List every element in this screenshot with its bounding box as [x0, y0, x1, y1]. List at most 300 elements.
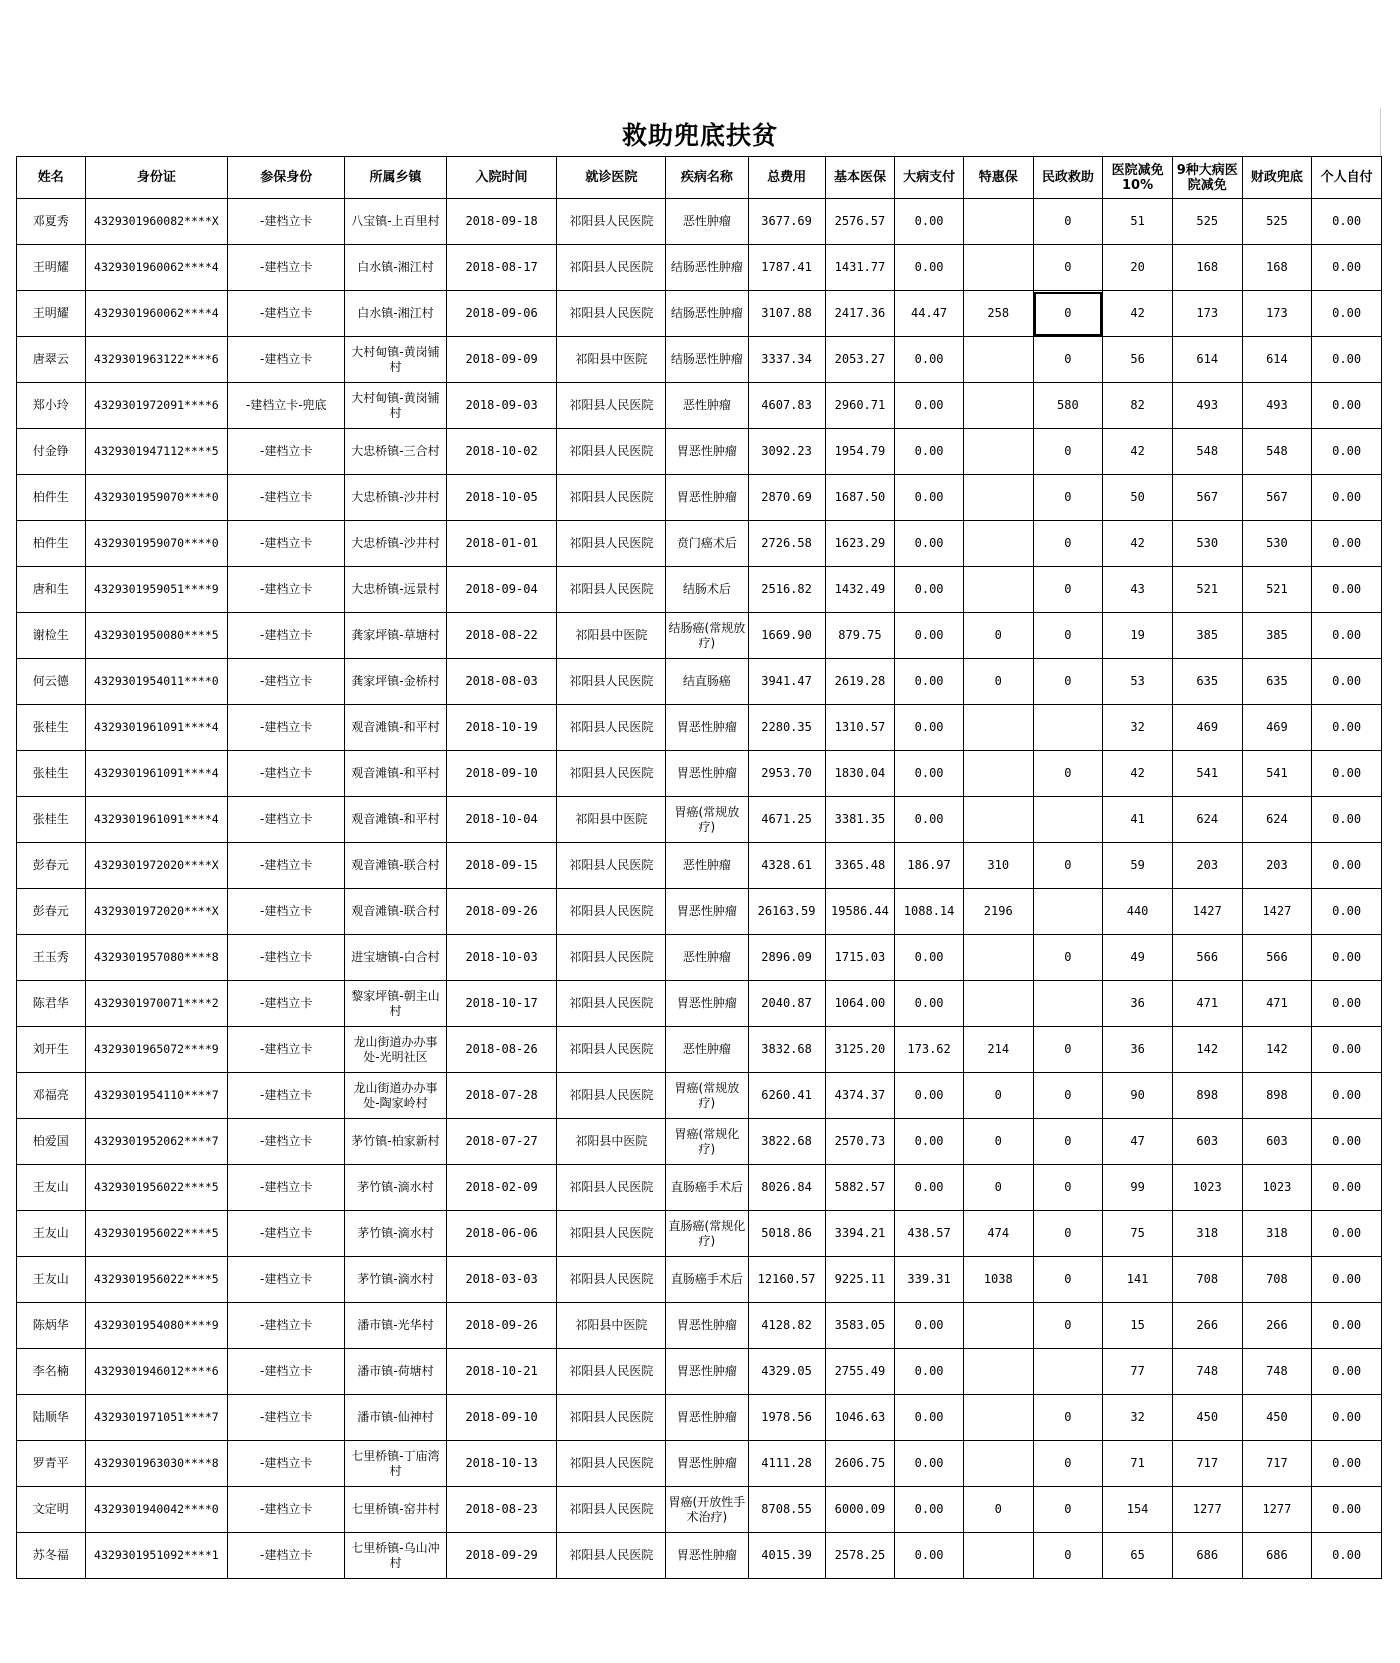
cell-self-paid[interactable]: 0.00 — [1312, 1027, 1382, 1073]
cell-admission-date[interactable]: 2018-01-01 — [446, 521, 557, 567]
cell-basic-medical-insurance[interactable]: 2417.36 — [825, 291, 895, 337]
cell-self-paid[interactable]: 0.00 — [1312, 383, 1382, 429]
cell-id-card[interactable]: 4329301961091****4 — [85, 797, 228, 843]
cell-insurance-status[interactable]: -建档立卡 — [228, 291, 345, 337]
cell-disease[interactable]: 结肠恶性肿瘤 — [666, 291, 748, 337]
cell-basic-medical-insurance[interactable]: 1830.04 — [825, 751, 895, 797]
cell-hospital-reduction-10pct[interactable]: 49 — [1103, 935, 1173, 981]
cell-hospital-reduction-10pct[interactable]: 75 — [1103, 1211, 1173, 1257]
cell-hospital-reduction-10pct[interactable]: 32 — [1103, 1395, 1173, 1441]
cell-insurance-status[interactable]: -建档立卡 — [228, 889, 345, 935]
cell-basic-medical-insurance[interactable]: 2606.75 — [825, 1441, 895, 1487]
cell-civil-affairs-aid[interactable]: 0 — [1033, 751, 1103, 797]
cell-admission-date[interactable]: 2018-06-06 — [446, 1211, 557, 1257]
cell-civil-affairs-aid[interactable]: 0 — [1033, 935, 1103, 981]
cell-admission-date[interactable]: 2018-10-21 — [446, 1349, 557, 1395]
cell-civil-affairs-aid[interactable] — [1033, 705, 1103, 751]
cell-basic-medical-insurance[interactable]: 1431.77 — [825, 245, 895, 291]
cell-id-card[interactable]: 4329301960062****4 — [85, 245, 228, 291]
cell-hospital[interactable]: 祁阳县中医院 — [557, 613, 666, 659]
cell-fiscal-guarantee[interactable]: 493 — [1242, 383, 1312, 429]
cell-insurance-status[interactable]: -建档立卡-兜底 — [228, 383, 345, 429]
cell-township[interactable]: 龙山街道办办事处-光明社区 — [345, 1027, 446, 1073]
cell-name[interactable]: 唐翠云 — [17, 337, 86, 383]
cell-disease[interactable]: 恶性肿瘤 — [666, 843, 748, 889]
cell-nine-disease-hospital-reduction[interactable]: 566 — [1172, 935, 1242, 981]
cell-hospital[interactable]: 祁阳县人民医院 — [557, 1395, 666, 1441]
cell-basic-medical-insurance[interactable]: 19586.44 — [825, 889, 895, 935]
cell-nine-disease-hospital-reduction[interactable]: 493 — [1172, 383, 1242, 429]
cell-hospital-reduction-10pct[interactable]: 71 — [1103, 1441, 1173, 1487]
cell-admission-date[interactable]: 2018-10-03 — [446, 935, 557, 981]
cell-critical-illness-payment[interactable]: 0.00 — [895, 475, 964, 521]
cell-total-cost[interactable]: 2896.09 — [748, 935, 825, 981]
cell-insurance-status[interactable]: -建档立卡 — [228, 1165, 345, 1211]
cell-civil-affairs-aid[interactable]: 0 — [1033, 1441, 1103, 1487]
cell-nine-disease-hospital-reduction[interactable]: 521 — [1172, 567, 1242, 613]
cell-township[interactable]: 白水镇-湘江村 — [345, 291, 446, 337]
cell-name[interactable]: 李名楠 — [17, 1349, 86, 1395]
cell-total-cost[interactable]: 4111.28 — [748, 1441, 825, 1487]
cell-hospital-reduction-10pct[interactable]: 15 — [1103, 1303, 1173, 1349]
cell-disease[interactable]: 结肠癌(常规放疗) — [666, 613, 748, 659]
cell-hospital-reduction-10pct[interactable]: 51 — [1103, 199, 1173, 245]
cell-critical-illness-payment[interactable]: 0.00 — [895, 1487, 964, 1533]
cell-name[interactable]: 罗青平 — [17, 1441, 86, 1487]
cell-civil-affairs-aid[interactable]: 0 — [1033, 1027, 1103, 1073]
cell-critical-illness-payment[interactable]: 0.00 — [895, 383, 964, 429]
cell-special-benefit-insurance[interactable]: 214 — [963, 1027, 1033, 1073]
cell-name[interactable]: 何云德 — [17, 659, 86, 705]
cell-fiscal-guarantee[interactable]: 142 — [1242, 1027, 1312, 1073]
cell-fiscal-guarantee[interactable]: 1023 — [1242, 1165, 1312, 1211]
cell-self-paid[interactable]: 0.00 — [1312, 797, 1382, 843]
cell-hospital[interactable]: 祁阳县人民医院 — [557, 475, 666, 521]
cell-hospital-reduction-10pct[interactable]: 440 — [1103, 889, 1173, 935]
cell-name[interactable]: 张桂生 — [17, 751, 86, 797]
cell-nine-disease-hospital-reduction[interactable]: 548 — [1172, 429, 1242, 475]
cell-insurance-status[interactable]: -建档立卡 — [228, 1533, 345, 1579]
cell-nine-disease-hospital-reduction[interactable]: 1427 — [1172, 889, 1242, 935]
cell-special-benefit-insurance[interactable]: 258 — [963, 291, 1033, 337]
cell-fiscal-guarantee[interactable]: 717 — [1242, 1441, 1312, 1487]
cell-id-card[interactable]: 4329301951092****1 — [85, 1533, 228, 1579]
cell-self-paid[interactable]: 0.00 — [1312, 337, 1382, 383]
cell-id-card[interactable]: 4329301960062****4 — [85, 291, 228, 337]
cell-township[interactable]: 茅竹镇-柏家新村 — [345, 1119, 446, 1165]
cell-name[interactable]: 郑小玲 — [17, 383, 86, 429]
cell-nine-disease-hospital-reduction[interactable]: 471 — [1172, 981, 1242, 1027]
cell-insurance-status[interactable]: -建档立卡 — [228, 1303, 345, 1349]
cell-insurance-status[interactable]: -建档立卡 — [228, 659, 345, 705]
cell-admission-date[interactable]: 2018-09-10 — [446, 1395, 557, 1441]
cell-basic-medical-insurance[interactable]: 3583.05 — [825, 1303, 895, 1349]
cell-fiscal-guarantee[interactable]: 748 — [1242, 1349, 1312, 1395]
cell-disease[interactable]: 胃恶性肿瘤 — [666, 475, 748, 521]
cell-nine-disease-hospital-reduction[interactable]: 525 — [1172, 199, 1242, 245]
cell-self-paid[interactable]: 0.00 — [1312, 1395, 1382, 1441]
cell-self-paid[interactable]: 0.00 — [1312, 1119, 1382, 1165]
cell-disease[interactable]: 胃癌(常规化疗) — [666, 1119, 748, 1165]
cell-township[interactable]: 八宝镇-上百里村 — [345, 199, 446, 245]
cell-disease[interactable]: 胃恶性肿瘤 — [666, 889, 748, 935]
cell-total-cost[interactable]: 2040.87 — [748, 981, 825, 1027]
cell-basic-medical-insurance[interactable]: 6000.09 — [825, 1487, 895, 1533]
cell-disease[interactable]: 结直肠癌 — [666, 659, 748, 705]
cell-township[interactable]: 观音滩镇-和平村 — [345, 797, 446, 843]
cell-name[interactable]: 王玉秀 — [17, 935, 86, 981]
cell-name[interactable]: 张桂生 — [17, 705, 86, 751]
cell-disease[interactable]: 胃恶性肿瘤 — [666, 1395, 748, 1441]
cell-admission-date[interactable]: 2018-09-26 — [446, 889, 557, 935]
cell-special-benefit-insurance[interactable]: 0 — [963, 1165, 1033, 1211]
cell-id-card[interactable]: 4329301950080****5 — [85, 613, 228, 659]
cell-disease[interactable]: 胃癌(常规放疗) — [666, 1073, 748, 1119]
cell-hospital-reduction-10pct[interactable]: 36 — [1103, 981, 1173, 1027]
cell-hospital[interactable]: 祁阳县人民医院 — [557, 889, 666, 935]
cell-id-card[interactable]: 4329301972020****X — [85, 889, 228, 935]
cell-basic-medical-insurance[interactable]: 3365.48 — [825, 843, 895, 889]
cell-id-card[interactable]: 4329301961091****4 — [85, 751, 228, 797]
cell-special-benefit-insurance[interactable] — [963, 429, 1033, 475]
cell-total-cost[interactable]: 1978.56 — [748, 1395, 825, 1441]
cell-insurance-status[interactable]: -建档立卡 — [228, 981, 345, 1027]
cell-admission-date[interactable]: 2018-09-06 — [446, 291, 557, 337]
cell-admission-date[interactable]: 2018-10-17 — [446, 981, 557, 1027]
cell-name[interactable]: 付金铮 — [17, 429, 86, 475]
cell-civil-affairs-aid[interactable]: 0 — [1033, 1165, 1103, 1211]
cell-basic-medical-insurance[interactable]: 2576.57 — [825, 199, 895, 245]
cell-township[interactable]: 观音滩镇-和平村 — [345, 705, 446, 751]
cell-basic-medical-insurance[interactable]: 2053.27 — [825, 337, 895, 383]
cell-self-paid[interactable]: 0.00 — [1312, 291, 1382, 337]
cell-self-paid[interactable]: 0.00 — [1312, 705, 1382, 751]
cell-basic-medical-insurance[interactable]: 1954.79 — [825, 429, 895, 475]
cell-total-cost[interactable]: 2516.82 — [748, 567, 825, 613]
cell-hospital-reduction-10pct[interactable]: 141 — [1103, 1257, 1173, 1303]
cell-township[interactable]: 七里桥镇-乌山冲村 — [345, 1533, 446, 1579]
cell-self-paid[interactable]: 0.00 — [1312, 521, 1382, 567]
cell-self-paid[interactable]: 0.00 — [1312, 1073, 1382, 1119]
cell-basic-medical-insurance[interactable]: 1046.63 — [825, 1395, 895, 1441]
cell-total-cost[interactable]: 3337.34 — [748, 337, 825, 383]
cell-township[interactable]: 茅竹镇-滴水村 — [345, 1165, 446, 1211]
cell-self-paid[interactable]: 0.00 — [1312, 1441, 1382, 1487]
cell-insurance-status[interactable]: -建档立卡 — [228, 337, 345, 383]
cell-hospital-reduction-10pct[interactable]: 20 — [1103, 245, 1173, 291]
cell-special-benefit-insurance[interactable]: 474 — [963, 1211, 1033, 1257]
cell-critical-illness-payment[interactable]: 0.00 — [895, 797, 964, 843]
cell-hospital[interactable]: 祁阳县人民医院 — [557, 751, 666, 797]
cell-township[interactable]: 茅竹镇-滴水村 — [345, 1257, 446, 1303]
cell-admission-date[interactable]: 2018-10-19 — [446, 705, 557, 751]
cell-critical-illness-payment[interactable]: 0.00 — [895, 1533, 964, 1579]
cell-special-benefit-insurance[interactable] — [963, 705, 1033, 751]
cell-total-cost[interactable]: 4128.82 — [748, 1303, 825, 1349]
cell-special-benefit-insurance[interactable]: 0 — [963, 1487, 1033, 1533]
cell-id-card[interactable]: 4329301959070****0 — [85, 521, 228, 567]
cell-insurance-status[interactable]: -建档立卡 — [228, 1257, 345, 1303]
cell-disease[interactable]: 胃恶性肿瘤 — [666, 429, 748, 475]
cell-total-cost[interactable]: 3107.88 — [748, 291, 825, 337]
cell-insurance-status[interactable]: -建档立卡 — [228, 751, 345, 797]
cell-critical-illness-payment[interactable]: 0.00 — [895, 1165, 964, 1211]
cell-hospital[interactable]: 祁阳县人民医院 — [557, 1349, 666, 1395]
cell-township[interactable]: 白水镇-湘江村 — [345, 245, 446, 291]
cell-nine-disease-hospital-reduction[interactable]: 603 — [1172, 1119, 1242, 1165]
cell-self-paid[interactable]: 0.00 — [1312, 199, 1382, 245]
cell-hospital[interactable]: 祁阳县人民医院 — [557, 199, 666, 245]
cell-self-paid[interactable]: 0.00 — [1312, 1303, 1382, 1349]
cell-admission-date[interactable]: 2018-08-22 — [446, 613, 557, 659]
cell-fiscal-guarantee[interactable]: 898 — [1242, 1073, 1312, 1119]
cell-fiscal-guarantee[interactable]: 450 — [1242, 1395, 1312, 1441]
cell-nine-disease-hospital-reduction[interactable]: 266 — [1172, 1303, 1242, 1349]
cell-special-benefit-insurance[interactable]: 1038 — [963, 1257, 1033, 1303]
cell-nine-disease-hospital-reduction[interactable]: 173 — [1172, 291, 1242, 337]
cell-critical-illness-payment[interactable]: 0.00 — [895, 521, 964, 567]
cell-self-paid[interactable]: 0.00 — [1312, 429, 1382, 475]
cell-total-cost[interactable]: 4329.05 — [748, 1349, 825, 1395]
cell-special-benefit-insurance[interactable] — [963, 797, 1033, 843]
cell-hospital-reduction-10pct[interactable]: 36 — [1103, 1027, 1173, 1073]
cell-total-cost[interactable]: 3941.47 — [748, 659, 825, 705]
cell-id-card[interactable]: 4329301947112****5 — [85, 429, 228, 475]
cell-fiscal-guarantee[interactable]: 471 — [1242, 981, 1312, 1027]
cell-basic-medical-insurance[interactable]: 3394.21 — [825, 1211, 895, 1257]
cell-hospital-reduction-10pct[interactable]: 82 — [1103, 383, 1173, 429]
cell-name[interactable]: 苏冬福 — [17, 1533, 86, 1579]
cell-name[interactable]: 邓福亮 — [17, 1073, 86, 1119]
cell-township[interactable]: 潘市镇-光华村 — [345, 1303, 446, 1349]
cell-admission-date[interactable]: 2018-09-29 — [446, 1533, 557, 1579]
cell-id-card[interactable]: 4329301954080****9 — [85, 1303, 228, 1349]
cell-nine-disease-hospital-reduction[interactable]: 624 — [1172, 797, 1242, 843]
cell-id-card[interactable]: 4329301971051****7 — [85, 1395, 228, 1441]
cell-self-paid[interactable]: 0.00 — [1312, 981, 1382, 1027]
cell-nine-disease-hospital-reduction[interactable]: 530 — [1172, 521, 1242, 567]
cell-self-paid[interactable]: 0.00 — [1312, 889, 1382, 935]
cell-basic-medical-insurance[interactable]: 9225.11 — [825, 1257, 895, 1303]
cell-critical-illness-payment[interactable]: 0.00 — [895, 199, 964, 245]
cell-civil-affairs-aid[interactable]: 0 — [1033, 567, 1103, 613]
cell-id-card[interactable]: 4329301940042****0 — [85, 1487, 228, 1533]
cell-basic-medical-insurance[interactable]: 3381.35 — [825, 797, 895, 843]
cell-insurance-status[interactable]: -建档立卡 — [228, 613, 345, 659]
cell-self-paid[interactable]: 0.00 — [1312, 1533, 1382, 1579]
cell-admission-date[interactable]: 2018-10-05 — [446, 475, 557, 521]
cell-township[interactable]: 大忠桥镇-三合村 — [345, 429, 446, 475]
cell-id-card[interactable]: 4329301956022****5 — [85, 1257, 228, 1303]
cell-township[interactable]: 大忠桥镇-远景村 — [345, 567, 446, 613]
cell-insurance-status[interactable]: -建档立卡 — [228, 1211, 345, 1257]
cell-id-card[interactable]: 4329301959051****9 — [85, 567, 228, 613]
cell-insurance-status[interactable]: -建档立卡 — [228, 475, 345, 521]
cell-total-cost[interactable]: 3677.69 — [748, 199, 825, 245]
cell-special-benefit-insurance[interactable]: 2196 — [963, 889, 1033, 935]
cell-name[interactable]: 陈炳华 — [17, 1303, 86, 1349]
cell-basic-medical-insurance[interactable]: 1310.57 — [825, 705, 895, 751]
cell-id-card[interactable]: 4329301960082****X — [85, 199, 228, 245]
cell-name[interactable]: 刘开生 — [17, 1027, 86, 1073]
cell-name[interactable]: 邓夏秀 — [17, 199, 86, 245]
cell-civil-affairs-aid[interactable]: 0 — [1033, 1395, 1103, 1441]
cell-admission-date[interactable]: 2018-08-26 — [446, 1027, 557, 1073]
cell-disease[interactable]: 直肠癌(常规化疗) — [666, 1211, 748, 1257]
cell-fiscal-guarantee[interactable]: 318 — [1242, 1211, 1312, 1257]
cell-special-benefit-insurance[interactable]: 0 — [963, 1119, 1033, 1165]
cell-admission-date[interactable]: 2018-09-03 — [446, 383, 557, 429]
cell-fiscal-guarantee[interactable]: 203 — [1242, 843, 1312, 889]
cell-nine-disease-hospital-reduction[interactable]: 1277 — [1172, 1487, 1242, 1533]
cell-insurance-status[interactable]: -建档立卡 — [228, 843, 345, 889]
cell-disease[interactable]: 结肠恶性肿瘤 — [666, 337, 748, 383]
cell-hospital[interactable]: 祁阳县人民医院 — [557, 1073, 666, 1119]
cell-name[interactable]: 柏件生 — [17, 475, 86, 521]
cell-critical-illness-payment[interactable]: 0.00 — [895, 1073, 964, 1119]
cell-admission-date[interactable]: 2018-10-13 — [446, 1441, 557, 1487]
cell-critical-illness-payment[interactable]: 186.97 — [895, 843, 964, 889]
cell-insurance-status[interactable]: -建档立卡 — [228, 199, 345, 245]
cell-hospital-reduction-10pct[interactable]: 43 — [1103, 567, 1173, 613]
cell-id-card[interactable]: 4329301954011****0 — [85, 659, 228, 705]
cell-hospital-reduction-10pct[interactable]: 77 — [1103, 1349, 1173, 1395]
cell-id-card[interactable]: 4329301956022****5 — [85, 1211, 228, 1257]
cell-self-paid[interactable]: 0.00 — [1312, 245, 1382, 291]
cell-hospital[interactable]: 祁阳县中医院 — [557, 337, 666, 383]
cell-township[interactable]: 观音滩镇-和平村 — [345, 751, 446, 797]
cell-special-benefit-insurance[interactable] — [963, 567, 1033, 613]
cell-hospital[interactable]: 祁阳县人民医院 — [557, 567, 666, 613]
cell-hospital-reduction-10pct[interactable]: 42 — [1103, 751, 1173, 797]
cell-township[interactable]: 茅竹镇-滴水村 — [345, 1211, 446, 1257]
cell-disease[interactable]: 胃癌(常规放疗) — [666, 797, 748, 843]
cell-township[interactable]: 潘市镇-仙神村 — [345, 1395, 446, 1441]
cell-id-card[interactable]: 4329301961091****4 — [85, 705, 228, 751]
cell-hospital[interactable]: 祁阳县人民医院 — [557, 1027, 666, 1073]
cell-hospital[interactable]: 祁阳县人民医院 — [557, 429, 666, 475]
cell-hospital-reduction-10pct[interactable]: 32 — [1103, 705, 1173, 751]
cell-civil-affairs-aid[interactable]: 0 — [1033, 1211, 1103, 1257]
cell-admission-date[interactable]: 2018-09-09 — [446, 337, 557, 383]
cell-total-cost[interactable]: 5018.86 — [748, 1211, 825, 1257]
cell-total-cost[interactable]: 8026.84 — [748, 1165, 825, 1211]
cell-self-paid[interactable]: 0.00 — [1312, 659, 1382, 705]
cell-insurance-status[interactable]: -建档立卡 — [228, 567, 345, 613]
cell-hospital-reduction-10pct[interactable]: 50 — [1103, 475, 1173, 521]
cell-basic-medical-insurance[interactable]: 1432.49 — [825, 567, 895, 613]
cell-hospital-reduction-10pct[interactable]: 42 — [1103, 521, 1173, 567]
cell-township[interactable]: 龚家坪镇-草塘村 — [345, 613, 446, 659]
cell-nine-disease-hospital-reduction[interactable]: 748 — [1172, 1349, 1242, 1395]
cell-name[interactable]: 王友山 — [17, 1257, 86, 1303]
cell-id-card[interactable]: 4329301954110****7 — [85, 1073, 228, 1119]
cell-nine-disease-hospital-reduction[interactable]: 686 — [1172, 1533, 1242, 1579]
cell-insurance-status[interactable]: -建档立卡 — [228, 797, 345, 843]
cell-nine-disease-hospital-reduction[interactable]: 142 — [1172, 1027, 1242, 1073]
cell-township[interactable]: 观音滩镇-联合村 — [345, 889, 446, 935]
cell-nine-disease-hospital-reduction[interactable]: 635 — [1172, 659, 1242, 705]
cell-nine-disease-hospital-reduction[interactable]: 708 — [1172, 1257, 1242, 1303]
cell-critical-illness-payment[interactable]: 0.00 — [895, 935, 964, 981]
cell-id-card[interactable]: 4329301972091****6 — [85, 383, 228, 429]
cell-township[interactable]: 龚家坪镇-金桥村 — [345, 659, 446, 705]
cell-township[interactable]: 七里桥镇-窑井村 — [345, 1487, 446, 1533]
cell-basic-medical-insurance[interactable]: 2619.28 — [825, 659, 895, 705]
cell-admission-date[interactable]: 2018-10-04 — [446, 797, 557, 843]
cell-self-paid[interactable]: 0.00 — [1312, 843, 1382, 889]
cell-self-paid[interactable]: 0.00 — [1312, 475, 1382, 521]
cell-critical-illness-payment[interactable]: 0.00 — [895, 245, 964, 291]
cell-total-cost[interactable]: 2280.35 — [748, 705, 825, 751]
cell-civil-affairs-aid[interactable]: 0 — [1033, 475, 1103, 521]
cell-disease[interactable]: 胃恶性肿瘤 — [666, 1349, 748, 1395]
cell-hospital-reduction-10pct[interactable]: 19 — [1103, 613, 1173, 659]
cell-special-benefit-insurance[interactable]: 0 — [963, 659, 1033, 705]
cell-admission-date[interactable]: 2018-08-23 — [446, 1487, 557, 1533]
cell-fiscal-guarantee[interactable]: 541 — [1242, 751, 1312, 797]
cell-admission-date[interactable]: 2018-09-18 — [446, 199, 557, 245]
cell-name[interactable]: 彭春元 — [17, 843, 86, 889]
cell-name[interactable]: 王友山 — [17, 1211, 86, 1257]
cell-insurance-status[interactable]: -建档立卡 — [228, 935, 345, 981]
cell-basic-medical-insurance[interactable]: 1687.50 — [825, 475, 895, 521]
cell-civil-affairs-aid[interactable] — [1033, 797, 1103, 843]
cell-id-card[interactable]: 4329301952062****7 — [85, 1119, 228, 1165]
cell-total-cost[interactable]: 2870.69 — [748, 475, 825, 521]
cell-special-benefit-insurance[interactable]: 310 — [963, 843, 1033, 889]
cell-total-cost[interactable]: 1787.41 — [748, 245, 825, 291]
cell-critical-illness-payment[interactable]: 0.00 — [895, 981, 964, 1027]
cell-civil-affairs-aid[interactable]: 0 — [1033, 245, 1103, 291]
cell-fiscal-guarantee[interactable]: 708 — [1242, 1257, 1312, 1303]
cell-civil-affairs-aid[interactable]: 0 — [1033, 337, 1103, 383]
cell-self-paid[interactable]: 0.00 — [1312, 751, 1382, 797]
cell-basic-medical-insurance[interactable]: 3125.20 — [825, 1027, 895, 1073]
cell-basic-medical-insurance[interactable]: 1623.29 — [825, 521, 895, 567]
cell-admission-date[interactable]: 2018-09-15 — [446, 843, 557, 889]
cell-total-cost[interactable]: 8708.55 — [748, 1487, 825, 1533]
cell-hospital-reduction-10pct[interactable]: 65 — [1103, 1533, 1173, 1579]
cell-nine-disease-hospital-reduction[interactable]: 614 — [1172, 337, 1242, 383]
cell-admission-date[interactable]: 2018-07-28 — [446, 1073, 557, 1119]
cell-admission-date[interactable]: 2018-03-03 — [446, 1257, 557, 1303]
cell-total-cost[interactable]: 4607.83 — [748, 383, 825, 429]
cell-fiscal-guarantee[interactable]: 614 — [1242, 337, 1312, 383]
cell-critical-illness-payment[interactable]: 0.00 — [895, 705, 964, 751]
cell-critical-illness-payment[interactable]: 1088.14 — [895, 889, 964, 935]
cell-nine-disease-hospital-reduction[interactable]: 469 — [1172, 705, 1242, 751]
cell-admission-date[interactable]: 2018-02-09 — [446, 1165, 557, 1211]
cell-fiscal-guarantee[interactable]: 266 — [1242, 1303, 1312, 1349]
cell-insurance-status[interactable]: -建档立卡 — [228, 521, 345, 567]
cell-self-paid[interactable]: 0.00 — [1312, 1487, 1382, 1533]
cell-hospital[interactable]: 祁阳县中医院 — [557, 797, 666, 843]
cell-critical-illness-payment[interactable]: 339.31 — [895, 1257, 964, 1303]
cell-special-benefit-insurance[interactable] — [963, 1441, 1033, 1487]
cell-disease[interactable]: 恶性肿瘤 — [666, 199, 748, 245]
cell-disease[interactable]: 结肠术后 — [666, 567, 748, 613]
cell-hospital[interactable]: 祁阳县人民医院 — [557, 1441, 666, 1487]
cell-nine-disease-hospital-reduction[interactable]: 385 — [1172, 613, 1242, 659]
cell-hospital-reduction-10pct[interactable]: 53 — [1103, 659, 1173, 705]
cell-admission-date[interactable]: 2018-08-03 — [446, 659, 557, 705]
cell-special-benefit-insurance[interactable] — [963, 751, 1033, 797]
cell-basic-medical-insurance[interactable]: 2578.25 — [825, 1533, 895, 1579]
cell-total-cost[interactable]: 3822.68 — [748, 1119, 825, 1165]
cell-hospital-reduction-10pct[interactable]: 154 — [1103, 1487, 1173, 1533]
cell-township[interactable]: 潘市镇-荷塘村 — [345, 1349, 446, 1395]
